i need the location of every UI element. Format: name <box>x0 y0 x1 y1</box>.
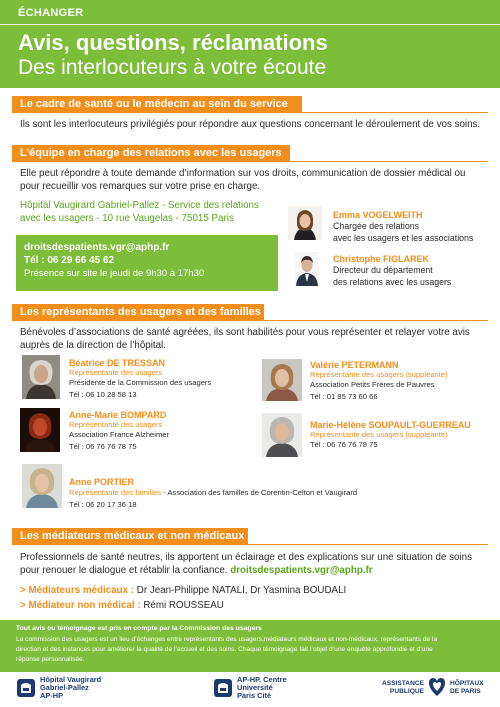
logo-text: AP-HP. Centre <box>237 675 287 684</box>
rep-detail: Présidente de la Commission des usagers <box>69 378 212 387</box>
address-line-1: Hôpital Vaugirard Gabriel-Pallez - Service des relations <box>20 200 259 211</box>
rep-phone: Tél : 06 76 76 78 75 <box>310 440 378 449</box>
section-divider <box>12 112 488 113</box>
section-title-mediateurs: Les médiateurs médicaux et non médicaux <box>12 528 248 545</box>
section-tag: ÉCHANGER <box>18 7 84 19</box>
rep-role: Représentante des usagers (suppléante) <box>310 430 448 439</box>
photo-beatrice-de-tressan <box>22 355 60 399</box>
logo-text: AP-HP <box>40 691 63 700</box>
rep-marie-helene-soupault-guerreau <box>310 420 471 451</box>
section-text-mediateurs-1: Professionnels de santé neutres, ils apportent un éclairage et des explications sur une situation de soins <box>20 552 473 563</box>
rep-detail: Association France Alzheimer <box>69 430 170 439</box>
rep-name: Béatrice DE TRESSAN <box>69 358 166 368</box>
rep-name: Marie-Hélène SOUPAULT-GUERREAU <box>310 420 471 430</box>
person-christophe-figlarek <box>333 254 451 288</box>
section-title-representants: Les représentants des usagers et des familles <box>12 304 264 321</box>
section-text-equipe-2: pour recueillir vos remarques sur votre prise en charge. <box>20 181 261 192</box>
mediateurs-medicaux-label: > Médiateurs médicaux : <box>20 585 135 596</box>
person-emma-vogelweith <box>333 210 473 244</box>
rep-role: Représentante des usagers <box>69 368 163 377</box>
rep-anne-marie-bompard <box>69 410 169 453</box>
section-title-equipe: L’équipe en charge des relations avec les usagers <box>12 145 290 162</box>
rep-phone: Tél : 01 85 73 60 66 <box>310 392 378 401</box>
section-text-representants-1: Bénévoles d’associations de santé agréées, ils sont habilités pour vous représenter et relayer votre avis <box>20 327 470 338</box>
page-title: Avis, questions, réclamations <box>18 30 328 55</box>
logo-text: Hôpital Vaugirard <box>40 675 102 684</box>
logo-text: PUBLIQUE <box>389 688 424 695</box>
header-divider <box>0 24 500 25</box>
rep-role: Représentante des usagers <box>69 420 163 429</box>
photo-anne-portier <box>22 464 62 508</box>
section-text-mediateurs-2-text: pour renouer le dialogue et rétablir la confiance. <box>20 565 228 576</box>
footer-text-line: direction et des instances pour améliorer la qualité de l’accueil et des soins. Chaque témoignage fait l’objet d’une enquête approfondie et d’une <box>16 646 433 653</box>
footer-text-line: réponse personnalisée. <box>16 656 85 663</box>
person-role: des relations avec les usagers <box>333 277 452 287</box>
logo-text: HÔPITAUX <box>450 680 484 687</box>
aphp-heart-logo-icon <box>428 676 446 698</box>
footer-text-line: La commission des usagers est un lieu d’échanges entre représentants des usagers,médiateurs médicaux et non-médicaux, représentants de la <box>16 636 438 643</box>
section-title-cadre: Le cadre de santé ou le médecin au sein du service <box>12 96 302 113</box>
rep-phone: Tél : 06 10 28 58 13 <box>69 390 137 399</box>
contact-presence: Présence sur site le jeudi de 9h30 à 17h30 <box>24 268 205 279</box>
person-role: avec les usagers et les associations <box>333 233 474 243</box>
mediateur-non-medical-label: > Médiateur non médical : <box>20 600 141 611</box>
mediateurs-medicaux-value: Dr Jean-Philippe NATALI, Dr Yasmina BOUDALI <box>134 585 347 596</box>
rep-name: Valérie PETERMANN <box>310 360 399 370</box>
person-name: Christophe FIGLAREK <box>333 254 429 264</box>
aphp-centre-logo-icon <box>213 678 233 698</box>
contact-email-link[interactable]: droitsdespatients.vgr@aphp.fr <box>24 242 170 253</box>
rep-beatrice-de-tressan <box>69 358 211 401</box>
rep-detail: Association Petits Frères de Pauvres <box>310 380 435 389</box>
section-divider <box>12 161 488 162</box>
rep-role: Représentante des familles <box>69 488 162 497</box>
section-text-representants-2: auprès de la direction de l’hôpital. <box>20 340 166 351</box>
photo-christophe-figlarek <box>295 252 319 286</box>
rep-role: Représentante des usagers (suppléante) <box>310 370 448 379</box>
footer-title: Tout avis ou témoignage est pris en compte par la Commission des usagers <box>16 625 262 632</box>
page-subtitle: Des interlocuteurs à votre écoute <box>18 56 327 79</box>
rep-phone: Tél : 06 20 17 36 18 <box>69 500 137 509</box>
person-role: Directeur du département <box>333 265 433 275</box>
rep-name: Anne-Marie BOMPARD <box>69 410 167 420</box>
logo-text: Gabriel-Pallez <box>40 683 89 692</box>
section-divider <box>12 320 488 321</box>
section-text-cadre: Ils sont les interlocuteurs privilégiés pour répondre aux questions concernant le déroulement de vos soins. <box>20 119 481 130</box>
mediateurs-email-link[interactable]: droitsdespatients.vgr@aphp.fr <box>230 565 373 576</box>
hospital-logo-icon <box>16 678 36 698</box>
photo-emma-vogelweith <box>288 206 322 240</box>
logo-text: Université <box>237 683 273 692</box>
mediateur-non-medical-value: Rémi ROUSSEAU <box>140 600 224 611</box>
contact-phone: Tél : 06 29 66 45 62 <box>24 255 115 266</box>
logo-text: DE PARIS <box>450 688 481 695</box>
photo-marie-helene-soupault-guerreau <box>262 413 302 457</box>
logo-text: Paris Cité <box>237 691 272 700</box>
rep-detail: - Association des familles de Corentin-Celton et Vaugirard <box>161 488 358 497</box>
mediateur-non-medical <box>20 599 224 612</box>
section-text-equipe-1: Elle peut répondre à toute demande d’information sur vos droits, communication de dossier médical ou <box>20 168 466 179</box>
person-role: Chargée des relations <box>333 221 420 231</box>
rep-anne-portier <box>69 477 357 511</box>
rep-name: Anne PORTIER <box>69 477 135 487</box>
rep-valerie-petermann <box>310 360 448 403</box>
person-name: Emma VOGELWEITH <box>333 210 423 220</box>
address-line-2: avec les usagers - 10 rue Vaugelas - 75015 Paris <box>20 213 234 224</box>
contact-box <box>16 235 278 291</box>
section-text-mediateurs-2 <box>20 564 373 577</box>
rep-phone: Tél : 06 76 76 78 75 <box>69 442 137 451</box>
photo-anne-marie-bompard <box>20 408 60 452</box>
footer-band <box>0 620 500 672</box>
header-banner <box>0 0 500 88</box>
section-divider <box>12 544 488 545</box>
mediateurs-medicaux <box>20 584 346 597</box>
photo-valerie-petermann <box>262 359 302 401</box>
logo-text: ASSISTANCE <box>381 680 424 687</box>
